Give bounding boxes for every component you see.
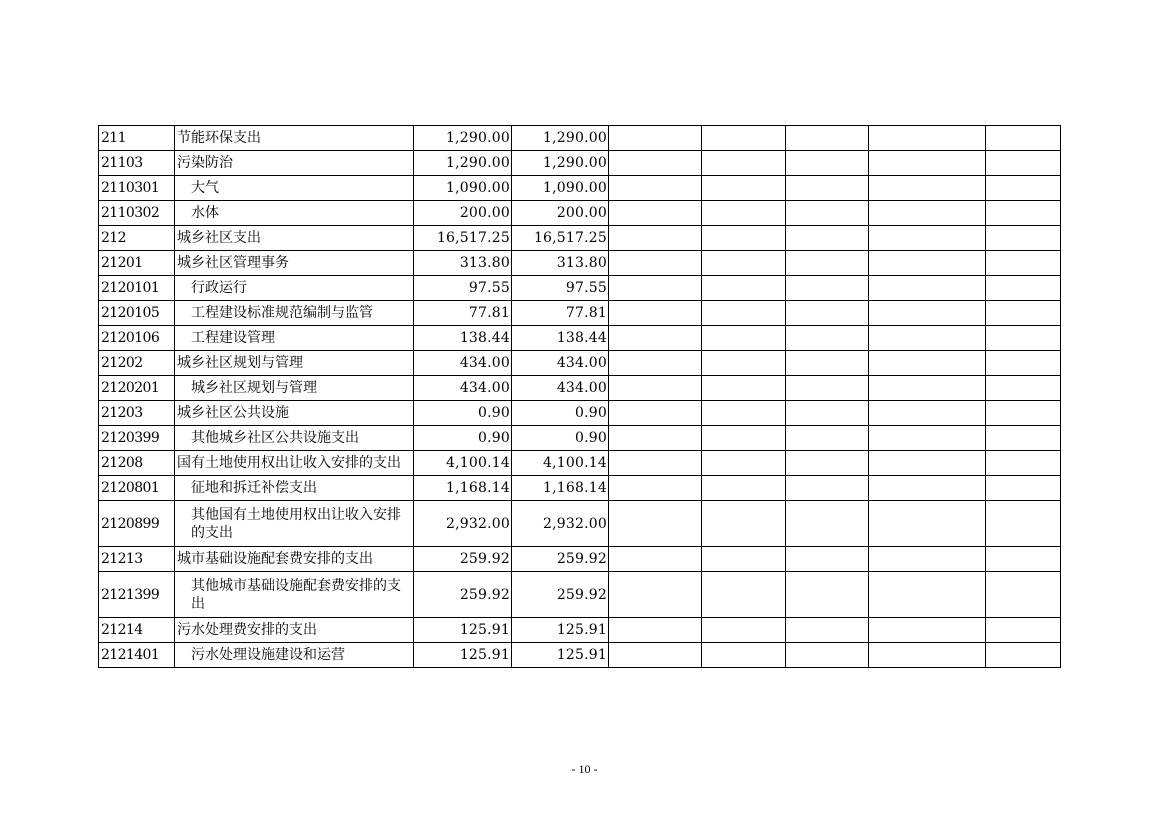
empty-cell bbox=[609, 401, 702, 426]
total-amount-cell: 1,290.00 bbox=[414, 151, 512, 176]
subject-name-cell: 节能环保支出 bbox=[175, 126, 414, 151]
total-amount-cell: 313.80 bbox=[414, 251, 512, 276]
table-row bbox=[99, 476, 1061, 501]
empty-cell bbox=[609, 426, 702, 451]
empty-cell bbox=[786, 476, 869, 501]
table-row bbox=[99, 572, 1061, 618]
empty-cell bbox=[986, 547, 1061, 572]
empty-cell bbox=[702, 547, 786, 572]
empty-cell bbox=[869, 572, 986, 618]
total-amount-cell: 97.55 bbox=[414, 276, 512, 301]
empty-cell bbox=[702, 176, 786, 201]
subject-name-cell: 大气 bbox=[175, 176, 414, 201]
empty-cell bbox=[702, 151, 786, 176]
empty-cell bbox=[609, 376, 702, 401]
subject-code-cell: 2120106 bbox=[99, 326, 175, 351]
total-amount-cell: 1,290.00 bbox=[414, 126, 512, 151]
empty-cell bbox=[869, 476, 986, 501]
empty-cell bbox=[786, 226, 869, 251]
subject-code-cell: 21208 bbox=[99, 451, 175, 476]
empty-cell bbox=[786, 643, 869, 668]
subject-name-cell: 城乡社区规划与管理 bbox=[175, 376, 414, 401]
empty-cell bbox=[986, 476, 1061, 501]
empty-cell bbox=[869, 451, 986, 476]
empty-cell bbox=[609, 643, 702, 668]
general-budget-amount-cell: 97.55 bbox=[512, 276, 609, 301]
empty-cell bbox=[609, 301, 702, 326]
empty-cell bbox=[702, 226, 786, 251]
empty-cell bbox=[609, 151, 702, 176]
empty-cell bbox=[869, 643, 986, 668]
empty-cell bbox=[702, 126, 786, 151]
empty-cell bbox=[609, 547, 702, 572]
empty-cell bbox=[786, 151, 869, 176]
empty-cell bbox=[609, 201, 702, 226]
empty-cell bbox=[869, 426, 986, 451]
empty-cell bbox=[869, 151, 986, 176]
empty-cell bbox=[786, 572, 869, 618]
empty-cell bbox=[986, 126, 1061, 151]
total-amount-cell: 1,090.00 bbox=[414, 176, 512, 201]
empty-cell bbox=[786, 547, 869, 572]
total-amount-cell: 125.91 bbox=[414, 643, 512, 668]
empty-cell bbox=[869, 301, 986, 326]
general-budget-amount-cell: 1,290.00 bbox=[512, 151, 609, 176]
general-budget-amount-cell: 125.91 bbox=[512, 618, 609, 643]
table-row bbox=[99, 401, 1061, 426]
general-budget-amount-cell: 0.90 bbox=[512, 426, 609, 451]
empty-cell bbox=[986, 401, 1061, 426]
empty-cell bbox=[869, 618, 986, 643]
empty-cell bbox=[702, 251, 786, 276]
empty-cell bbox=[986, 351, 1061, 376]
empty-cell bbox=[869, 226, 986, 251]
subject-name-cell: 污水处理设施建设和运营 bbox=[175, 643, 414, 668]
empty-cell bbox=[986, 426, 1061, 451]
table-row bbox=[99, 351, 1061, 376]
subject-name-cell: 征地和拆迁补偿支出 bbox=[175, 476, 414, 501]
table-row bbox=[99, 451, 1061, 476]
subject-code-cell: 2121399 bbox=[99, 572, 175, 618]
subject-name-cell: 其他国有土地使用权出让收入安排的支出 bbox=[175, 501, 414, 547]
table-row bbox=[99, 126, 1061, 151]
subject-code-cell: 211 bbox=[99, 126, 175, 151]
total-amount-cell: 0.90 bbox=[414, 401, 512, 426]
empty-cell bbox=[869, 351, 986, 376]
subject-name-cell: 城市基础设施配套费安排的支出 bbox=[175, 547, 414, 572]
subject-code-cell: 2110301 bbox=[99, 176, 175, 201]
empty-cell bbox=[869, 201, 986, 226]
empty-cell bbox=[786, 301, 869, 326]
subject-code-cell: 21203 bbox=[99, 401, 175, 426]
subject-code-cell: 21213 bbox=[99, 547, 175, 572]
subject-code-cell: 21103 bbox=[99, 151, 175, 176]
general-budget-amount-cell: 434.00 bbox=[512, 376, 609, 401]
empty-cell bbox=[986, 376, 1061, 401]
general-budget-amount-cell: 125.91 bbox=[512, 643, 609, 668]
total-amount-cell: 200.00 bbox=[414, 201, 512, 226]
subject-code-cell: 2120201 bbox=[99, 376, 175, 401]
general-budget-amount-cell: 16,517.25 bbox=[512, 226, 609, 251]
subject-code-cell: 2120899 bbox=[99, 501, 175, 547]
subject-name-cell: 工程建设管理 bbox=[175, 326, 414, 351]
table-row bbox=[99, 176, 1061, 201]
subject-name-cell: 城乡社区管理事务 bbox=[175, 251, 414, 276]
empty-cell bbox=[786, 176, 869, 201]
empty-cell bbox=[986, 251, 1061, 276]
subject-name-cell: 污染防治 bbox=[175, 151, 414, 176]
empty-cell bbox=[869, 251, 986, 276]
empty-cell bbox=[786, 376, 869, 401]
empty-cell bbox=[702, 572, 786, 618]
general-budget-amount-cell: 434.00 bbox=[512, 351, 609, 376]
empty-cell bbox=[786, 201, 869, 226]
empty-cell bbox=[609, 126, 702, 151]
empty-cell bbox=[609, 451, 702, 476]
empty-cell bbox=[609, 351, 702, 376]
total-amount-cell: 259.92 bbox=[414, 572, 512, 618]
total-amount-cell: 16,517.25 bbox=[414, 226, 512, 251]
empty-cell bbox=[702, 401, 786, 426]
total-amount-cell: 138.44 bbox=[414, 326, 512, 351]
subject-name-cell: 其他城乡社区公共设施支出 bbox=[175, 426, 414, 451]
table-row bbox=[99, 201, 1061, 226]
subject-name-cell: 国有土地使用权出让收入安排的支出 bbox=[175, 451, 414, 476]
table-row bbox=[99, 251, 1061, 276]
subject-code-cell: 2120101 bbox=[99, 276, 175, 301]
empty-cell bbox=[786, 126, 869, 151]
empty-cell bbox=[702, 201, 786, 226]
empty-cell bbox=[986, 572, 1061, 618]
empty-cell bbox=[609, 326, 702, 351]
empty-cell bbox=[786, 326, 869, 351]
subject-name-cell: 污水处理费安排的支出 bbox=[175, 618, 414, 643]
total-amount-cell: 0.90 bbox=[414, 426, 512, 451]
empty-cell bbox=[786, 401, 869, 426]
general-budget-amount-cell: 200.00 bbox=[512, 201, 609, 226]
empty-cell bbox=[609, 226, 702, 251]
empty-cell bbox=[986, 176, 1061, 201]
table-body bbox=[99, 126, 1061, 668]
subject-code-cell: 2120105 bbox=[99, 301, 175, 326]
empty-cell bbox=[869, 547, 986, 572]
subject-name-cell: 城乡社区规划与管理 bbox=[175, 351, 414, 376]
empty-cell bbox=[786, 501, 869, 547]
general-budget-amount-cell: 259.92 bbox=[512, 547, 609, 572]
table-row bbox=[99, 547, 1061, 572]
empty-cell bbox=[986, 151, 1061, 176]
empty-cell bbox=[786, 351, 869, 376]
empty-cell bbox=[702, 301, 786, 326]
total-amount-cell: 434.00 bbox=[414, 351, 512, 376]
empty-cell bbox=[702, 376, 786, 401]
subject-code-cell: 2120801 bbox=[99, 476, 175, 501]
total-amount-cell: 259.92 bbox=[414, 547, 512, 572]
empty-cell bbox=[609, 476, 702, 501]
general-budget-amount-cell: 1,090.00 bbox=[512, 176, 609, 201]
total-amount-cell: 77.81 bbox=[414, 301, 512, 326]
empty-cell bbox=[869, 276, 986, 301]
empty-cell bbox=[986, 301, 1061, 326]
empty-cell bbox=[786, 618, 869, 643]
budget-table bbox=[98, 125, 1061, 668]
empty-cell bbox=[986, 643, 1061, 668]
total-amount-cell: 2,932.00 bbox=[414, 501, 512, 547]
empty-cell bbox=[702, 643, 786, 668]
empty-cell bbox=[869, 126, 986, 151]
subject-code-cell: 2120399 bbox=[99, 426, 175, 451]
empty-cell bbox=[986, 201, 1061, 226]
empty-cell bbox=[609, 251, 702, 276]
empty-cell bbox=[702, 426, 786, 451]
empty-cell bbox=[986, 226, 1061, 251]
empty-cell bbox=[869, 176, 986, 201]
table-row bbox=[99, 151, 1061, 176]
subject-name-cell: 行政运行 bbox=[175, 276, 414, 301]
subject-code-cell: 2121401 bbox=[99, 643, 175, 668]
subject-name-cell: 工程建设标准规范编制与监管 bbox=[175, 301, 414, 326]
total-amount-cell: 434.00 bbox=[414, 376, 512, 401]
empty-cell bbox=[702, 501, 786, 547]
empty-cell bbox=[869, 401, 986, 426]
table-row bbox=[99, 276, 1061, 301]
empty-cell bbox=[609, 276, 702, 301]
empty-cell bbox=[702, 476, 786, 501]
general-budget-amount-cell: 2,932.00 bbox=[512, 501, 609, 547]
empty-cell bbox=[702, 351, 786, 376]
subject-name-cell: 城乡社区支出 bbox=[175, 226, 414, 251]
empty-cell bbox=[786, 451, 869, 476]
table-row bbox=[99, 501, 1061, 547]
general-budget-amount-cell: 1,290.00 bbox=[512, 126, 609, 151]
subject-name-cell: 水体 bbox=[175, 201, 414, 226]
subject-code-cell: 21214 bbox=[99, 618, 175, 643]
empty-cell bbox=[702, 276, 786, 301]
empty-cell bbox=[869, 376, 986, 401]
table-row bbox=[99, 301, 1061, 326]
general-budget-amount-cell: 259.92 bbox=[512, 572, 609, 618]
empty-cell bbox=[609, 501, 702, 547]
table-row bbox=[99, 226, 1061, 251]
subject-code-cell: 212 bbox=[99, 226, 175, 251]
empty-cell bbox=[986, 276, 1061, 301]
subject-name-cell: 城乡社区公共设施 bbox=[175, 401, 414, 426]
table-row bbox=[99, 426, 1061, 451]
table-row bbox=[99, 376, 1061, 401]
empty-cell bbox=[869, 326, 986, 351]
empty-cell bbox=[786, 276, 869, 301]
general-budget-amount-cell: 1,168.14 bbox=[512, 476, 609, 501]
subject-name-cell: 其他城市基础设施配套费安排的支出 bbox=[175, 572, 414, 618]
empty-cell bbox=[609, 176, 702, 201]
empty-cell bbox=[702, 618, 786, 643]
empty-cell bbox=[869, 501, 986, 547]
subject-code-cell: 2110302 bbox=[99, 201, 175, 226]
empty-cell bbox=[786, 426, 869, 451]
empty-cell bbox=[986, 326, 1061, 351]
table-row bbox=[99, 643, 1061, 668]
general-budget-amount-cell: 138.44 bbox=[512, 326, 609, 351]
empty-cell bbox=[986, 618, 1061, 643]
empty-cell bbox=[786, 251, 869, 276]
empty-cell bbox=[702, 451, 786, 476]
general-budget-amount-cell: 4,100.14 bbox=[512, 451, 609, 476]
table-row bbox=[99, 618, 1061, 643]
empty-cell bbox=[702, 326, 786, 351]
page-number: - 10 - bbox=[571, 762, 598, 776]
subject-code-cell: 21202 bbox=[99, 351, 175, 376]
empty-cell bbox=[609, 572, 702, 618]
general-budget-amount-cell: 77.81 bbox=[512, 301, 609, 326]
general-budget-amount-cell: 0.90 bbox=[512, 401, 609, 426]
total-amount-cell: 1,168.14 bbox=[414, 476, 512, 501]
total-amount-cell: 125.91 bbox=[414, 618, 512, 643]
general-budget-amount-cell: 313.80 bbox=[512, 251, 609, 276]
empty-cell bbox=[609, 618, 702, 643]
subject-code-cell: 21201 bbox=[99, 251, 175, 276]
empty-cell bbox=[986, 451, 1061, 476]
empty-cell bbox=[986, 501, 1061, 547]
table-row bbox=[99, 326, 1061, 351]
total-amount-cell: 4,100.14 bbox=[414, 451, 512, 476]
